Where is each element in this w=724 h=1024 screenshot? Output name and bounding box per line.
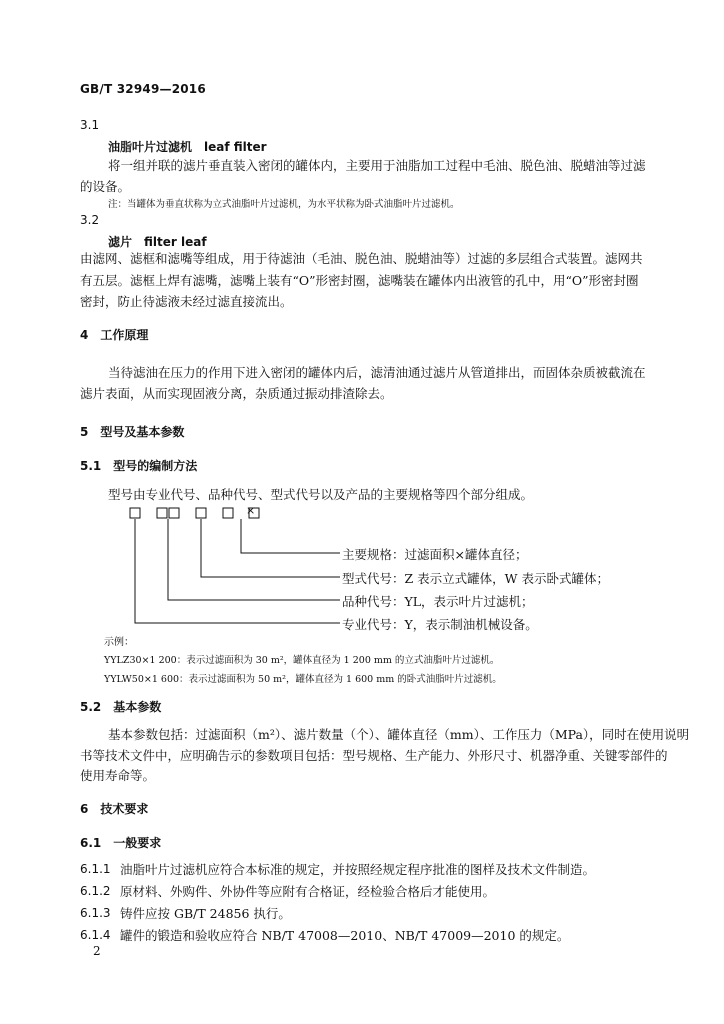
clause-number: 3.1	[80, 118, 100, 132]
section-heading: 4 工作原理	[80, 328, 149, 342]
leader-line-type	[201, 519, 340, 577]
paragraph-line: 书等技术文件中，应明确告示的参数项目包括：型号规格、生产能力、外形尺寸、机器净重、关键零部件的	[80, 748, 668, 763]
page-number: 2	[93, 944, 101, 958]
diagram-label: 主要规格：过滤面积×罐体直径；	[342, 547, 528, 562]
code-box-area	[223, 508, 233, 518]
paragraph-line: 基本参数包括：过滤面积（m²）、滤片数量（个）、罐体直径（mm）、工作压力（MPa），同时在使用说明	[108, 727, 690, 742]
code-box-variety-1	[157, 508, 167, 518]
leader-line-variety	[168, 519, 340, 600]
paragraph-line: 滤片表面，从而实现固液分离，杂质通过振动排渣除去。	[80, 386, 393, 401]
term-title: 油脂叶片过滤机 leaf filter	[108, 140, 267, 154]
item-text: 罐件的锻造和验收应符合 NB/T 47008—2010、NB/T 47009—2010 的规定。	[120, 928, 570, 943]
item-number: 6.1.4	[80, 928, 111, 942]
paragraph-line: 型号由专业代号、品种代号、型式代号以及产品的主要规格等四个部分组成。	[108, 487, 534, 502]
definition-line: 将一组并联的滤片垂直装入密闭的罐体内，主要用于油脂加工过程中毛油、脱色油、脱蜡油等过滤	[108, 158, 646, 173]
subsection-heading: 6.1 一般要求	[80, 836, 162, 850]
definition-line: 密封，防止待滤液未经过滤直接流出。	[80, 294, 293, 309]
leader-line-spec	[241, 519, 340, 553]
definition-line: 的设备。	[80, 179, 131, 194]
code-box-variety-2	[169, 508, 179, 518]
item-number: 6.1.1	[80, 862, 111, 876]
subsection-heading: 5.1 型号的编制方法	[80, 459, 198, 473]
term-title: 滤片 filter leaf	[108, 235, 207, 249]
item-text: 油脂叶片过滤机应符合本标准的规定，并按照经规定程序批准的图样及技术文件制造。	[120, 862, 596, 877]
example-line: YYLW50×1 600：表示过滤面积为 50 m²，罐体直径为 1 600 mm 的卧式油脂叶片过滤机。	[104, 674, 502, 685]
diagram-label: 型式代号：Z 表示立式罐体，W 表示卧式罐体；	[342, 571, 609, 586]
section-heading: 6 技术要求	[80, 802, 149, 816]
standard-number: GB/T 32949—2016	[80, 82, 206, 96]
item-number: 6.1.3	[80, 906, 111, 920]
definition-line: 由滤网、滤框和滤嘴等组成，用于待滤油（毛油、脱色油、脱蜡油等）过滤的多层组合式装置。滤网共	[80, 251, 643, 266]
example-title: 示例：	[104, 637, 134, 648]
item-number: 6.1.2	[80, 884, 111, 898]
note: 注：当罐体为垂直状称为立式油脂叶片过滤机，为水平状称为卧式油脂叶片过滤机。	[108, 199, 460, 210]
diagram-label: 品种代号：YL，表示叶片过滤机；	[342, 594, 534, 609]
diagram-label: 专业代号：Y，表示制油机械设备。	[342, 617, 538, 632]
code-box-profession	[130, 508, 140, 518]
leader-line-profession	[135, 519, 340, 623]
definition-line: 有五层。滤框上焊有滤嘴，滤嘴上装有“O”形密封圈，滤嘴装在罐体内出液管的孔中，用“O”形密封圈	[80, 273, 639, 288]
paragraph-line: 当待滤油在压力的作用下进入密闭的罐体内后，滤清油通过滤片从管道排出，而固体杂质被截流在	[108, 365, 646, 380]
subsection-heading: 5.2 基本参数	[80, 700, 162, 714]
paragraph-line: 使用寿命等。	[80, 768, 156, 783]
clause-number: 3.2	[80, 213, 100, 227]
item-text: 原材料、外购件、外协件等应附有合格证，经检验合格后才能使用。	[120, 884, 496, 899]
example-line: YYLZ30×1 200：表示过滤面积为 30 m²，罐体直径为 1 200 mm 的立式油脂叶片过滤机。	[104, 655, 500, 666]
code-box-type	[196, 508, 206, 518]
section-heading: 5 型号及基本参数	[80, 425, 185, 439]
item-text: 铸件应按 GB/T 24856 执行。	[120, 906, 291, 921]
times-symbol: ×	[246, 504, 256, 517]
